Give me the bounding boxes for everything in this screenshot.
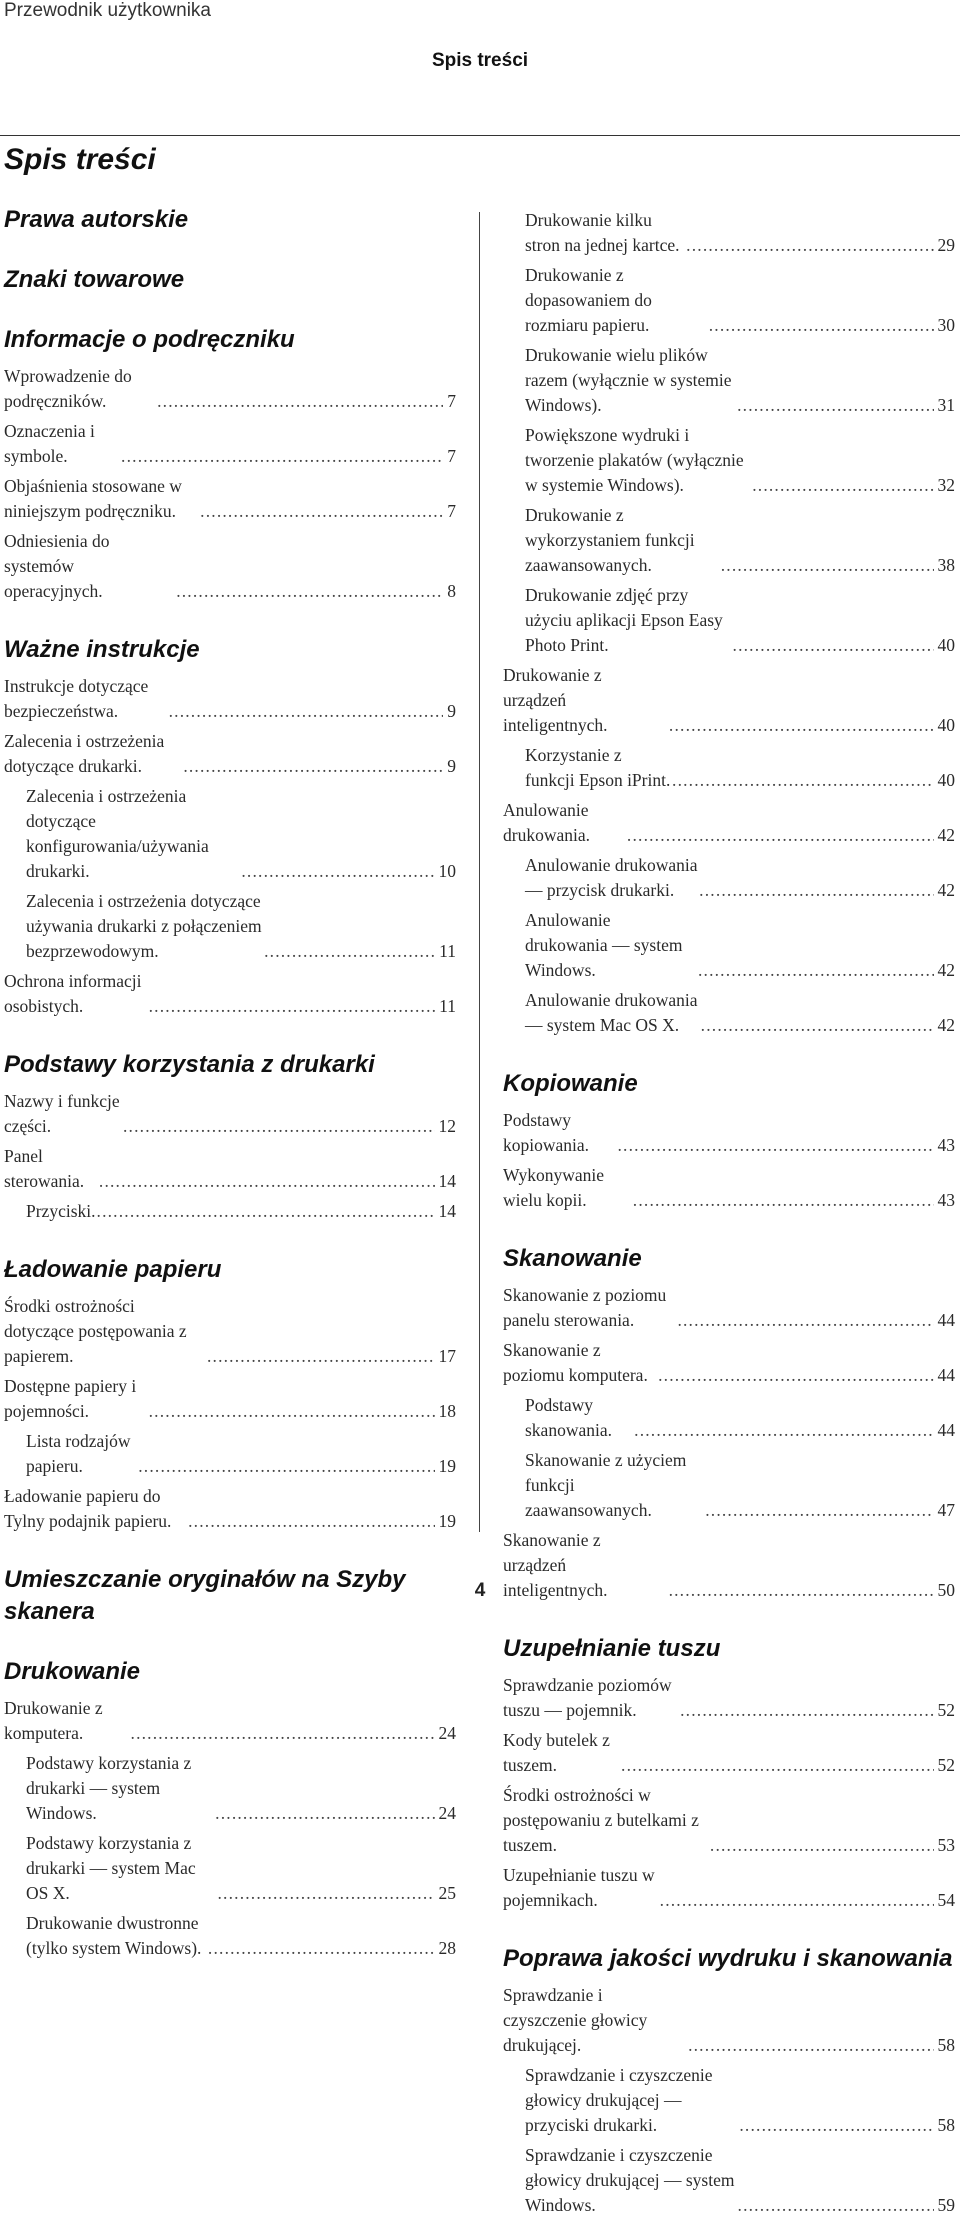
dot-leader (207, 1936, 435, 1961)
toc-entry[interactable] (4, 1831, 456, 1906)
dot-leader (708, 313, 934, 338)
toc-section-title[interactable]: Podstawy korzystania z drukarki (4, 1051, 375, 1078)
toc-section (503, 1633, 955, 1913)
dot-leader (657, 1363, 933, 1388)
dot-leader (700, 1013, 934, 1038)
dot-leader (697, 958, 934, 983)
dot-leader (720, 553, 934, 578)
toc-entry-text: Środki ostrożności w postępowaniu z butelkami z tuszem. (503, 1785, 699, 1855)
toc-entry[interactable] (4, 1089, 456, 1139)
toc-entry-page: 44 (937, 1420, 955, 1440)
toc-entry-page: 18 (438, 1401, 456, 1421)
toc-entry[interactable] (503, 988, 955, 1038)
toc-entry[interactable] (503, 1393, 955, 1443)
toc-entry-page: 40 (937, 715, 955, 735)
toc-entry-text: Anulowanie drukowania — system Mac OS X. (525, 990, 698, 1035)
toc-section (503, 1068, 955, 1213)
toc-entry-text: Nazwy i funkcje części. (4, 1091, 120, 1136)
dot-leader (156, 389, 443, 414)
toc-entry-page: 11 (439, 996, 456, 1016)
toc-entry-text: Sprawdzanie i czyszczenie głowicy drukującej — przyciski drukarki. (525, 2065, 713, 2135)
toc-section (4, 324, 456, 604)
toc-entry-page: 43 (937, 1135, 955, 1155)
toc-section-title[interactable]: Znaki towarowe (4, 266, 185, 293)
toc-entry-text: Drukowanie kilku stron na jednej kartce. (525, 210, 680, 255)
toc-entry[interactable] (503, 208, 955, 258)
toc-entry[interactable] (503, 1728, 955, 1778)
toc-entry[interactable] (4, 1199, 456, 1224)
dot-leader (687, 2033, 933, 2058)
toc-entry[interactable] (503, 908, 955, 983)
toc-entry-page: 50 (937, 1580, 955, 1600)
toc-entry-text: Podstawy korzystania z drukarki — system Mac OS X. (26, 1833, 196, 1903)
toc-entry-page: 44 (937, 1310, 955, 1330)
toc-entry-text: Drukowanie z dopasowaniem do rozmiaru papieru. (525, 265, 652, 335)
toc-entry[interactable] (503, 1983, 955, 2058)
toc-entry-page: 53 (937, 1835, 955, 1855)
dot-leader (182, 754, 443, 779)
dot-leader (671, 768, 933, 793)
toc-entry[interactable] (503, 1783, 955, 1858)
toc-section-title[interactable]: Informacje o podręczniku (4, 326, 295, 353)
dot-leader (130, 1721, 435, 1746)
toc-entry[interactable] (4, 1294, 456, 1369)
toc-entry[interactable] (503, 743, 955, 793)
dot-leader (685, 233, 933, 258)
dot-leader (148, 994, 436, 1019)
toc-entry[interactable] (4, 419, 456, 469)
dot-leader (96, 1199, 435, 1224)
toc-entry-text: Przyciski. (26, 1201, 96, 1221)
toc-entry-page: 31 (937, 395, 955, 415)
toc-right-column (503, 198, 955, 2223)
toc-entry-page: 9 (447, 701, 456, 721)
toc-section (503, 208, 955, 1038)
toc-entry-text: Ładowanie papieru do Tylny podajnik papieru. (4, 1486, 172, 1531)
toc-section (503, 1243, 955, 1603)
toc-entry-text: Anulowanie drukowania — system Windows. (525, 910, 683, 980)
toc-entry-text: Drukowanie wielu plików razem (wyłącznie w systemie Windows). (525, 345, 732, 415)
toc-entry-text: Sprawdzanie poziomów tuszu — pojemnik. (503, 1675, 672, 1720)
toc-entry-page: 59 (937, 2195, 955, 2215)
page-number: 4 (474, 1580, 486, 1601)
dot-leader (679, 1698, 933, 1723)
toc-section-title[interactable]: Ważne instrukcje (4, 636, 200, 663)
toc-entry[interactable] (4, 1374, 456, 1424)
dot-leader (698, 878, 933, 903)
toc-entry-text: Podstawy skanowania. (525, 1395, 612, 1440)
toc-entry-page: 32 (937, 475, 955, 495)
toc-entry-page: 58 (937, 2035, 955, 2055)
toc-entry-text: Uzupełnianie tuszu w pojemnikach. (503, 1865, 655, 1910)
toc-entry-page: 29 (937, 235, 955, 255)
toc-section-title[interactable]: Prawa autorskie (4, 206, 189, 233)
toc-entry[interactable] (503, 2063, 955, 2138)
dot-leader (263, 939, 435, 964)
toc-entry-text: Dostępne papiery i pojemności. (4, 1376, 137, 1421)
toc-entry-page: 52 (937, 1755, 955, 1775)
toc-entry[interactable] (4, 1144, 456, 1194)
toc-section-title[interactable]: Poprawa jakości wydruku i skanowania (503, 1945, 953, 1972)
dot-leader (187, 1509, 434, 1534)
toc-entry[interactable] (503, 583, 955, 658)
toc-entry-text: Instrukcje dotyczące bezpieczeństwa. (4, 676, 149, 721)
toc-entry-page: 19 (438, 1511, 456, 1531)
toc-section (4, 204, 456, 236)
document-title: Przewodnik użytkownika (4, 0, 211, 21)
toc-entry[interactable] (4, 889, 456, 964)
toc-entry-page: 25 (438, 1883, 456, 1903)
dot-leader (175, 579, 443, 604)
toc-section (4, 1254, 456, 1534)
dot-leader (659, 1888, 934, 1913)
toc-entry-page: 42 (937, 825, 955, 845)
toc-entry-page: 54 (937, 1890, 955, 1910)
toc-entry-text: Lista rodzajów papieru. (26, 1431, 131, 1476)
toc-entry-page: 44 (937, 1365, 955, 1385)
dot-leader (137, 1454, 434, 1479)
toc-entry[interactable] (503, 1338, 955, 1388)
toc-entry-page: 19 (438, 1456, 456, 1476)
dot-leader (736, 393, 933, 418)
toc-section (4, 634, 456, 1019)
toc-entry[interactable] (4, 969, 456, 1019)
toc-entry[interactable] (4, 1751, 456, 1826)
toc-entry-text: Zalecenia i ostrzeżenia dotyczące konfigurowania/używania drukarki. (26, 786, 209, 881)
toc-entry[interactable] (503, 1108, 955, 1158)
toc-entry[interactable] (503, 2143, 955, 2218)
toc-entry-page: 43 (937, 1190, 955, 1210)
toc-entry[interactable] (503, 503, 955, 578)
toc-section (503, 1943, 955, 2218)
dot-leader (732, 633, 934, 658)
toc-entry-text: Drukowanie zdjęć przy użyciu aplikacji Epson Easy Photo Print. (525, 585, 723, 655)
toc-entry-text: Drukowanie z komputera. (4, 1698, 103, 1743)
dot-leader (633, 1418, 933, 1443)
toc-entry-text: Skanowanie z użyciem funkcji zaawansowanych. (525, 1450, 687, 1520)
dot-leader (214, 1801, 434, 1826)
dot-leader (737, 2193, 934, 2218)
toc-section-title[interactable]: Drukowanie (4, 1658, 141, 1685)
dot-leader (148, 1399, 435, 1424)
toc-entry[interactable] (4, 364, 456, 414)
toc-entry[interactable] (4, 529, 456, 604)
toc-entry[interactable] (503, 1283, 955, 1333)
dot-leader (168, 699, 444, 724)
toc-entry[interactable] (503, 1448, 955, 1523)
toc-section (4, 264, 456, 296)
header-rule (0, 135, 960, 136)
toc-entry-text: Wykonywanie wielu kopii. (503, 1165, 605, 1210)
toc-entry[interactable] (4, 1429, 456, 1479)
dot-leader (98, 1169, 435, 1194)
dot-leader (122, 1114, 435, 1139)
toc-entry[interactable] (503, 663, 955, 738)
toc-entry-page: 7 (447, 446, 456, 466)
page-title: Spis treści (4, 143, 156, 176)
toc-entry[interactable] (4, 1696, 456, 1746)
column-divider (479, 212, 480, 1532)
toc-entry[interactable] (503, 1863, 955, 1913)
toc-entry-page: 52 (937, 1700, 955, 1720)
toc-entry-text: Objaśnienia stosowane w niniejszym podręczniku. (4, 476, 182, 521)
toc-entry-text: Podstawy kopiowania. (503, 1110, 590, 1155)
dot-leader (206, 1344, 435, 1369)
toc-entry-text: Sprawdzanie i czyszczenie głowicy drukującej. (503, 1985, 648, 2055)
toc-entry-text: Środki ostrożności dotyczące postępowania z papierem. (4, 1296, 187, 1366)
toc-entry-text: Podstawy korzystania z drukarki — system Windows. (26, 1753, 192, 1823)
toc-entry-text: Skanowanie z poziomu panelu sterowania. (503, 1285, 667, 1330)
dot-leader (676, 1308, 933, 1333)
dot-leader (704, 1498, 933, 1523)
toc-entry-text: Odniesienia do systemów operacyjnych. (4, 531, 110, 601)
toc-entry-page: 17 (438, 1346, 456, 1366)
dot-leader (709, 1833, 934, 1858)
dot-leader (617, 1133, 934, 1158)
dot-leader (626, 823, 934, 848)
dot-leader (751, 473, 933, 498)
toc-entry-text: Drukowanie z urządzeń inteligentnych. (503, 665, 608, 735)
toc-entry-page: 30 (937, 315, 955, 335)
toc-entry-text: Korzystanie z funkcji Epson iPrint. (525, 745, 671, 790)
toc-entry-page: 11 (439, 941, 456, 961)
toc-entry-page: 47 (937, 1500, 955, 1520)
toc-entry-page: 9 (447, 756, 456, 776)
toc-entry-text: Panel sterowania. (4, 1146, 85, 1191)
toc-entry-text: Kody butelek z tuszem. (503, 1730, 610, 1775)
toc-entry-text: Zalecenia i ostrzeżenia dotyczące drukarki. (4, 731, 165, 776)
dot-leader (240, 859, 434, 884)
toc-entry-text: Ochrona informacji osobistych. (4, 971, 142, 1016)
dot-leader (632, 1188, 934, 1213)
toc-section-title[interactable]: Ładowanie papieru (4, 1256, 222, 1283)
toc-entry[interactable] (4, 729, 456, 779)
toc-entry-page: 10 (438, 861, 456, 881)
toc-entry-page: 40 (937, 770, 955, 790)
running-header-section: Spis treści (431, 50, 529, 71)
toc-entry-page: 42 (937, 1015, 955, 1035)
toc-entry[interactable] (503, 1673, 955, 1723)
toc-entry-page: 24 (438, 1803, 456, 1823)
dot-leader (199, 499, 443, 524)
toc-entry[interactable] (4, 1484, 456, 1534)
toc-entry-text: Powiększone wydruki i tworzenie plakatów (wyłącznie w systemie Windows). (525, 425, 744, 495)
toc-entry[interactable] (4, 784, 456, 884)
dot-leader (738, 2113, 933, 2138)
toc-entry-text: Wprowadzenie do podręczników. (4, 366, 132, 411)
toc-entry-page: 40 (937, 635, 955, 655)
toc-entry-text: Skanowanie z urządzeń inteligentnych. (503, 1530, 608, 1600)
toc-entry-text: Anulowanie drukowania. (503, 800, 590, 845)
toc-entry-page: 58 (937, 2115, 955, 2135)
toc-entry-text: Oznaczenia i symbole. (4, 421, 95, 466)
dot-leader (120, 444, 443, 469)
toc-entry-page: 28 (438, 1938, 456, 1958)
toc-entry[interactable] (503, 1163, 955, 1213)
toc-entry-text: Skanowanie z poziomu komputera. (503, 1340, 648, 1385)
toc-entry-page: 14 (438, 1171, 456, 1191)
toc-entry[interactable] (503, 343, 955, 418)
toc-section-title[interactable]: Uzupełnianie tuszu (503, 1635, 721, 1662)
toc-entry-page: 24 (438, 1723, 456, 1743)
toc-section-title[interactable]: Kopiowanie (503, 1070, 638, 1097)
toc-section-title[interactable]: Skanowanie (503, 1245, 642, 1272)
toc-entry-page: 8 (447, 581, 456, 601)
toc-section-title[interactable]: Umieszczanie oryginałów na Szyby skanera (4, 1566, 406, 1625)
toc-entry-page: 7 (447, 391, 456, 411)
toc-entry[interactable] (4, 474, 456, 524)
toc-entry-text: Drukowanie z wykorzystaniem funkcji zaawansowanych. (525, 505, 695, 575)
dot-leader (668, 713, 934, 738)
toc-entry-page: 12 (438, 1116, 456, 1136)
toc-entry[interactable] (503, 423, 955, 498)
toc-entry-text: Zalecenia i ostrzeżenia dotyczące używania drukarki z połączeniem bezprzewodowym. (26, 891, 262, 961)
dot-leader (217, 1881, 435, 1906)
dot-leader (620, 1753, 933, 1778)
toc-entry-text: Drukowanie dwustronne (tylko system Windows). (26, 1913, 202, 1958)
toc-entry-page: 14 (438, 1201, 456, 1221)
toc-section (4, 1049, 456, 1224)
toc-entry[interactable] (503, 853, 955, 903)
toc-entry[interactable] (4, 674, 456, 724)
toc-entry-page: 42 (937, 880, 955, 900)
toc-entry[interactable] (503, 263, 955, 338)
toc-entry-text: Sprawdzanie i czyszczenie głowicy drukującej — system Windows. (525, 2145, 735, 2215)
toc-entry[interactable] (503, 798, 955, 848)
toc-entry-page: 42 (937, 960, 955, 980)
toc-entry-page: 38 (937, 555, 955, 575)
toc-left-column (4, 198, 456, 1966)
toc-section (4, 1656, 456, 1961)
toc-entry[interactable] (4, 1911, 456, 1961)
toc-entry-page: 7 (447, 501, 456, 521)
toc-entry-text: Anulowanie drukowania — przycisk drukarki. (525, 855, 698, 900)
